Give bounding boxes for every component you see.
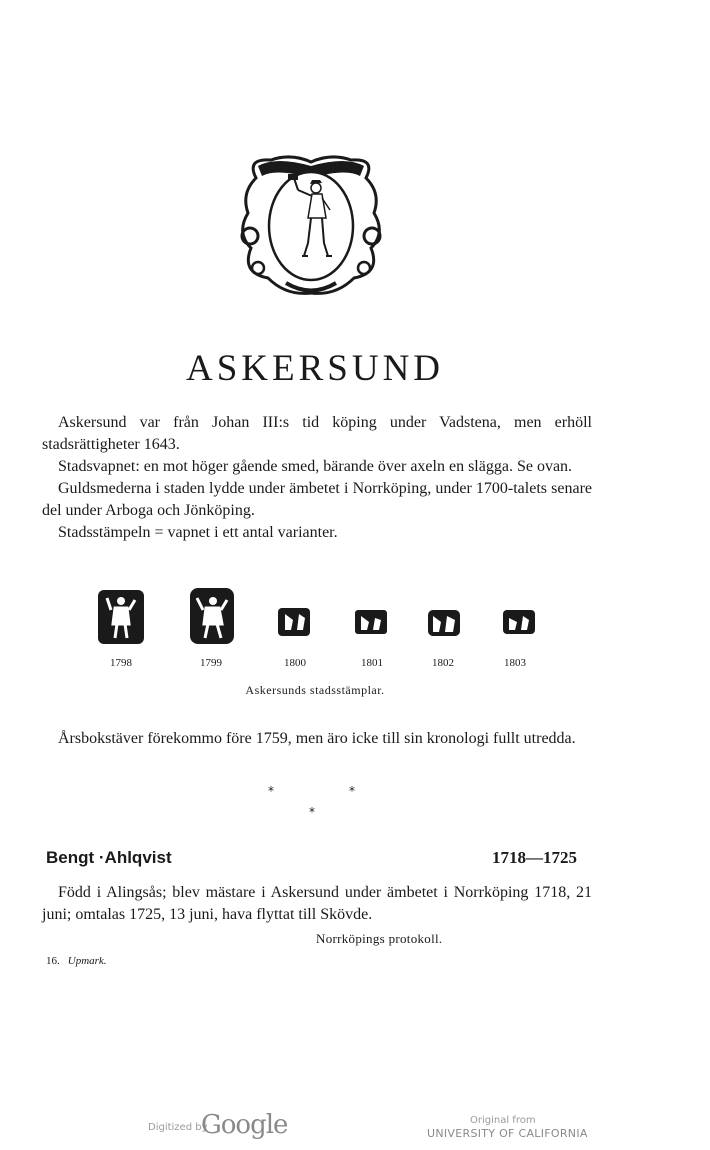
entry-source: Norrköpings protokoll. [316,931,443,946]
intro-paragraph: Stadsstämpeln = vapnet i ett antal varianter. [58,524,338,541]
entry-text [42,882,592,926]
entry-name: Bengt ·Ahlqvist [46,848,172,867]
intro-text [42,412,592,544]
footnote-number: 16. [46,955,60,967]
town-stamps [95,588,545,648]
google-logo: Google [201,1110,288,1140]
stamp-year: 1800 [284,657,306,669]
intro-paragraph: Askersund var från Johan III:s tid köping under Vadstena, men erhöll stadsrättigheter 1643. [42,414,592,453]
entry-paragraph: Född i Alingsås; blev mästare i Askersund under ämbetet i Norrköping 1718, 21 juni; omtalas 1725, 13 juni, hava flyttat till Skövde. [42,884,592,923]
footnote-name: Upmark. [67,955,107,967]
arsbokstaver-paragraph: Årsbokstäver förekommo före 1759, men äro icke till sin kronologi fullt utredda. [58,730,576,747]
digitized-by-label: Digitized by [148,1122,208,1133]
stamp-year: 1801 [361,657,383,669]
intro-paragraph: Guldsmederna i staden lydde under ämbetet i Norrköping, under 1700-talets senare del under Arboga och Jönköping. [42,480,592,519]
stamp-year: 1799 [200,657,222,669]
stamp-1802 [428,610,460,636]
stamp-1799 [190,588,234,644]
stamp-1801 [355,610,387,634]
footnote [46,955,107,967]
institution-label: UNIVERSITY OF CALIFORNIA [427,1127,588,1140]
stamp-1800 [278,608,310,636]
stamps-caption: Askersunds stadsstämplar. [245,683,385,697]
stamp-year: 1803 [504,657,526,669]
stamp-1798 [98,590,144,644]
intro-paragraph: Stadsvapnet: en mot höger gående smed, bärande över axeln en slägga. Se ovan. [58,458,573,475]
entry-years: 1718—1725 [492,848,577,867]
stamp-year: 1802 [432,657,454,669]
original-from-label: Original from [470,1115,536,1126]
coat-of-arms-emblem [236,148,386,298]
separator-star: * [268,784,274,798]
stamp-1803 [503,610,535,634]
separator-star: * [349,784,355,798]
stamp-year: 1798 [110,657,132,669]
page-title: ASKERSUND [185,348,445,389]
separator-star: * [309,805,315,819]
arsbokstaver-text [42,728,592,750]
